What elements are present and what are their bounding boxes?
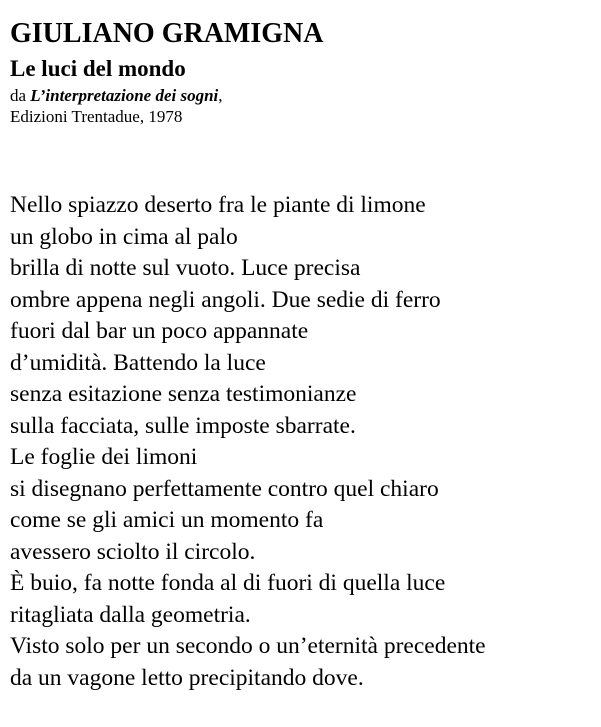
poem-line: come se gli amici un momento fa xyxy=(10,507,324,533)
poem-line: d’umidità. Battendo la luce xyxy=(10,349,266,376)
poem-line: Nello spiazzo deserto fra le piante di limone xyxy=(10,192,426,218)
author-name: GIULIANO GRAMIGNA xyxy=(10,18,324,49)
document-page xyxy=(10,0,601,727)
poem-line: si disegnano perfettamente contro quel chiaro xyxy=(10,475,439,502)
source-prefix: da xyxy=(10,86,31,105)
poem-line: avessero sciolto il circolo. xyxy=(10,538,256,565)
poem-line: Le foglie dei limoni xyxy=(10,444,198,470)
poem-line: Visto solo per un secondo o un’eternità precedente xyxy=(10,633,486,659)
poem-line: ritagliata dalla geometria. xyxy=(10,601,251,628)
poem-line: sulla facciata, sulle imposte sbarrate. xyxy=(10,412,356,439)
poem-line: brilla di notte sul vuoto. Luce precisa xyxy=(10,255,361,281)
poem-line: senza esitazione senza testimonianze xyxy=(10,381,357,407)
source-suffix: , xyxy=(218,86,223,105)
poem-line: da un vagone letto precipitando dove. xyxy=(10,664,364,691)
source-citation xyxy=(10,85,223,127)
poem-line: ombre appena negli angoli. Due sedie di ferro xyxy=(10,286,441,313)
poem-title: Le luci del mondo xyxy=(10,56,186,81)
poem-body xyxy=(10,190,486,694)
poem-line: fuori dal bar un poco appannate xyxy=(10,318,309,344)
poem-line: È buio, fa notte fonda al di fuori di quella luce xyxy=(10,570,446,596)
poem-line: un globo in cima al palo xyxy=(10,223,238,250)
source-book-title: L’interpretazione dei sogni xyxy=(30,86,219,105)
publisher-line: Edizioni Trentadue, 1978 xyxy=(10,107,183,126)
